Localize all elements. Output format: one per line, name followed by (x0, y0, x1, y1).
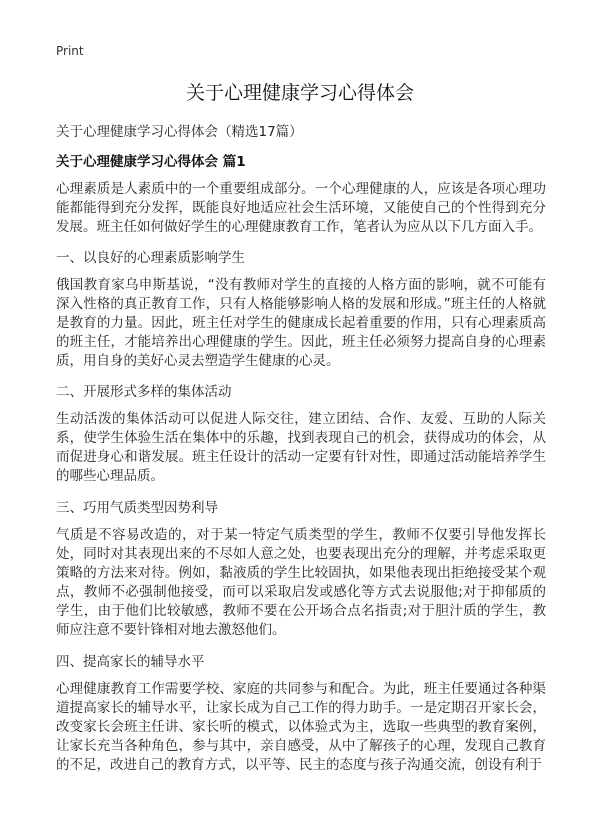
section-heading-2: 二、开展形式多样的集体活动 (56, 384, 232, 400)
section-body-3: 气质是不容易改造的，对于某一特定气质类型的学生，教师不仅要引导他发挥长处，同时对其表现出来的不尽如人意之处，也要表现出充分的理解，并考虑采取更策略的方法来对待。例如，黏液质的学生比较固执，如果他表现出拒绝接受某个观点，教师不必强制他接受，而可以采取启发或感化等方式去说服他;对于抑郁质的学生，由于他们比较敏感，教师不要在公开场合点名指责;对于胆汁质的学生，教师应注意不要针锋相对地去激怒他们。 (56, 527, 546, 638)
page-title: 关于心理健康学习心得体会 (185, 82, 414, 104)
print-link[interactable]: Print (56, 44, 84, 58)
section-body-4: 心理健康教育工作需要学校、家庭的共同参与和配合。为此，班主任要通过各种渠道提高家长的辅导水平，让家长成为自己工作的得力助手。一是定期召开家长会，改变家长会班主任讲、家长听的模式，以体验式为主，选取一些典型的教育案例，让家长充当各种角色，参与其中，亲自感受，从中了解孩子的心理，发现自己教育的不足，改进自己的教育方式，以平等、民主的态度与孩子沟通交流，创设有利于 (56, 681, 546, 773)
section-body-2: 生动活泼的集体活动可以促进人际交往，建立团结、合作、友爱、互助的人际关系，使学生体验生活在集体中的乐趣，找到表现自己的机会，获得成功的体会，从而促进身心和谐发展。班主任设计的活动一定要有针对性，即通过活动能培养学生的哪些心理品质。 (56, 411, 546, 484)
section-heading-4: 四、提高家长的辅导水平 (56, 654, 205, 670)
section-heading-1: 一、以良好的心理素质影响学生 (56, 250, 245, 266)
intro-paragraph: 心理素质是人素质中的一个重要组成部分。一个心理健康的人，应该是各项心理功能都能得到充分发挥，既能良好地适应社会生活环境，又能使自己的个性得到充分发展。班主任如何做好学生的心理健康教育工作，笔者认为应从以下几方面入手。 (56, 181, 546, 235)
section-body-1: 俄国教育家乌申斯基说，“没有教师对学生的直接的人格方面的影响，就不可能有深入性格的真正教育工作，只有人格能够影响人格的发展和形成。”班主任的人格就是教育的力量。因此，班主任对学生的健康成长起着重要的作用，只有心理素质高的班主任，才能培养出心理健康的学生。因此，班主任必须努力提高自身的心理素质，用自身的美好心灵去塑造学生健康的心灵。 (56, 277, 546, 369)
section-heading-3: 三、巧用气质类型因势利导 (56, 500, 218, 516)
document-subtitle: 关于心理健康学习心得体会（精选17篇） (56, 124, 303, 140)
article-heading: 关于心理健康学习心得体会 篇1 (56, 154, 246, 170)
